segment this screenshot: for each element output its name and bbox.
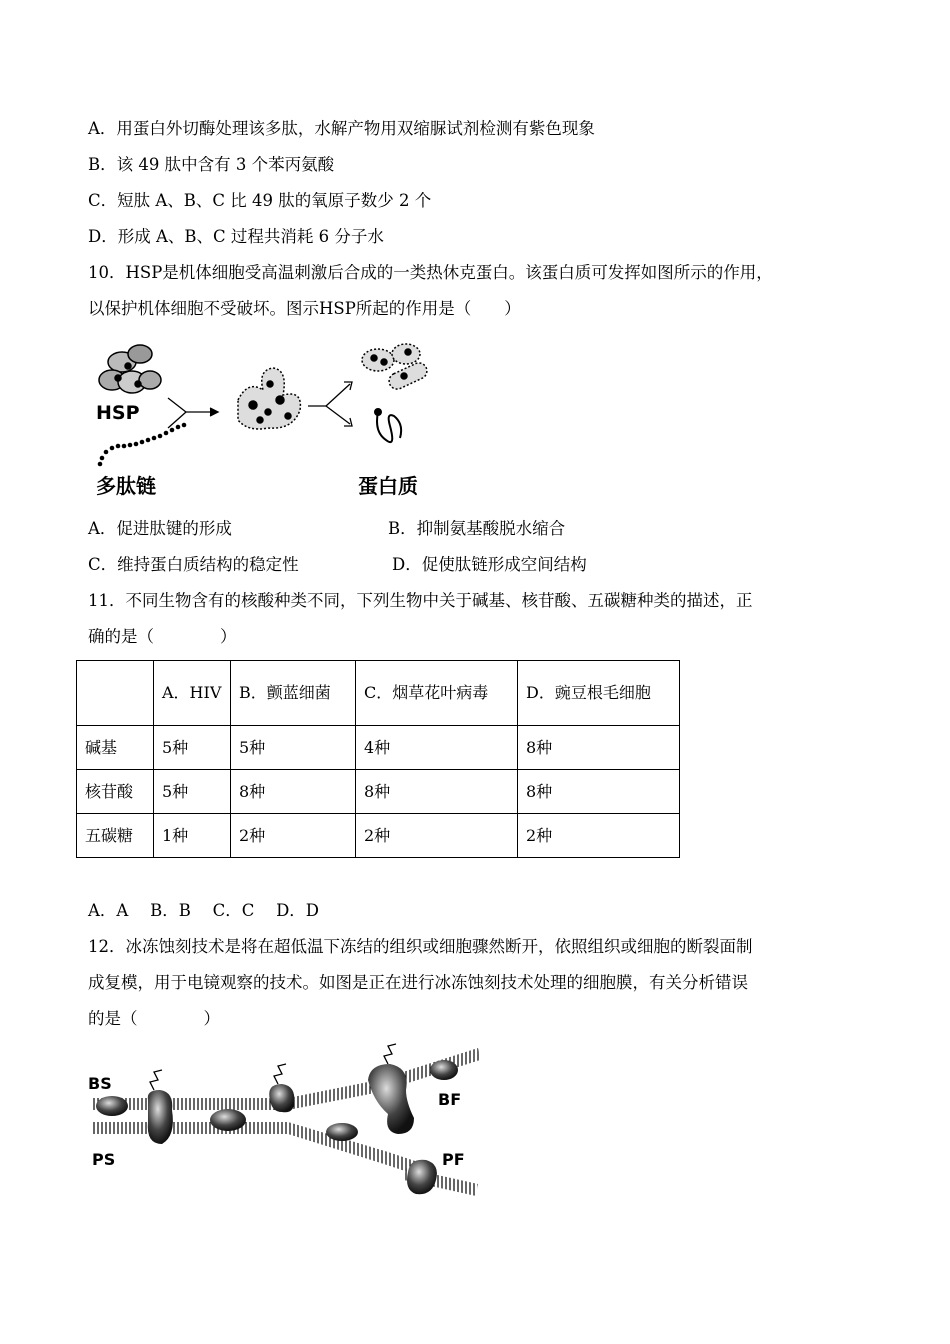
merge-arrow [168,398,218,428]
table-row [77,814,680,858]
table-cell: 2种 [356,814,518,858]
table-cell: 碱基 [77,726,154,770]
ps-label: PS [92,1150,116,1169]
table-header-cell: B．颤蓝细菌 [231,661,356,726]
q9-option-a: A．用蛋白外切酶处理该多肽，水解产物用双缩脲试剂检测有紫色现象 [88,119,595,138]
bf-label: BF [438,1090,462,1109]
q11-stem-line1: 11．不同生物含有的核酸种类不同，下列生物中关于碱基、核苷酸、五碳糖种类的描述，正 [88,591,753,610]
polypeptide-label: 多肽链 [96,474,156,498]
table-header-cell: D．豌豆根毛细胞 [518,661,680,726]
table-cell: 5种 [154,726,231,770]
q11-options: A．A B．B C．C D．D [88,901,320,920]
table-cell: 4种 [356,726,518,770]
q10-option-c: C．维持蛋白质结构的稳定性 [88,555,299,574]
q9-option-d: D．形成 A、B、C 过程共消耗 6 分子水 [88,227,384,246]
protein-label: 蛋白质 [358,474,418,498]
table-cell: 核苷酸 [77,770,154,814]
q12-stem-line3: 的是（ ） [88,1009,220,1028]
hsp-molecules [99,345,161,393]
table-cell: 2种 [518,814,680,858]
table-cell: 5种 [231,726,356,770]
q9-option-c: C．短肽 A、B、C 比 49 肽的氧原子数少 2 个 [88,191,432,210]
freeze-etch-figure [88,1040,488,1205]
table-row [77,726,680,770]
table-cell: 1种 [154,814,231,858]
q10-option-a: A．促进肽键的形成 [88,519,232,538]
table-header-cell: A．HIV [154,661,231,726]
split-arrow [308,382,352,426]
table-header-row [77,661,680,726]
q10-option-d: D．促使肽链形成空间结构 [392,555,587,574]
table-header-cell: C．烟草花叶病毒 [356,661,518,726]
polypeptide-chain [98,423,187,467]
hsp-polypeptide-complex [238,368,300,429]
table-cell: 8种 [231,770,356,814]
released-hsp [362,344,430,392]
q9-option-b: B．该 49 肽中含有 3 个苯丙氨酸 [88,155,335,174]
hsp-figure [88,340,468,500]
table-cell: 5种 [154,770,231,814]
folded-protein [375,409,401,442]
glycan-chains [150,1044,396,1090]
q10-stem-line2: 以保护机体细胞不受破坏。图示HSP所起的作用是（ ） [88,299,521,318]
nucleic-acid-table [76,660,680,858]
q11-stem-line2: 确的是（ ） [88,627,237,646]
table-cell: 8种 [518,726,680,770]
lower-leaflet [92,1122,418,1174]
hsp-label: HSP [96,402,140,424]
q10-option-b: B．抑制氨基酸脱水缩合 [388,519,566,538]
pf-label: PF [442,1150,465,1169]
bs-label: BS [88,1074,112,1093]
q12-stem-line1: 12．冰冻蚀刻技术是将在超低温下冻结的组织或细胞骤然断开，依照组织或细胞的断裂面制 [88,937,753,956]
table-cell: 五碳糖 [77,814,154,858]
membrane-drawing [88,1040,488,1205]
table-cell: 8种 [518,770,680,814]
table-cell: 8种 [356,770,518,814]
table-cell: 2种 [231,814,356,858]
q10-stem-line1: 10．HSP是机体细胞受高温刺激后合成的一类热休克蛋白。该蛋白质可发挥如图所示的作用， [88,263,773,282]
table-header-cell [77,661,154,726]
q12-stem-line2: 成复模，用于电镜观察的技术。如图是正在进行冰冻蚀刻技术处理的细胞膜，有关分析错误 [88,973,748,992]
table-row [77,770,680,814]
